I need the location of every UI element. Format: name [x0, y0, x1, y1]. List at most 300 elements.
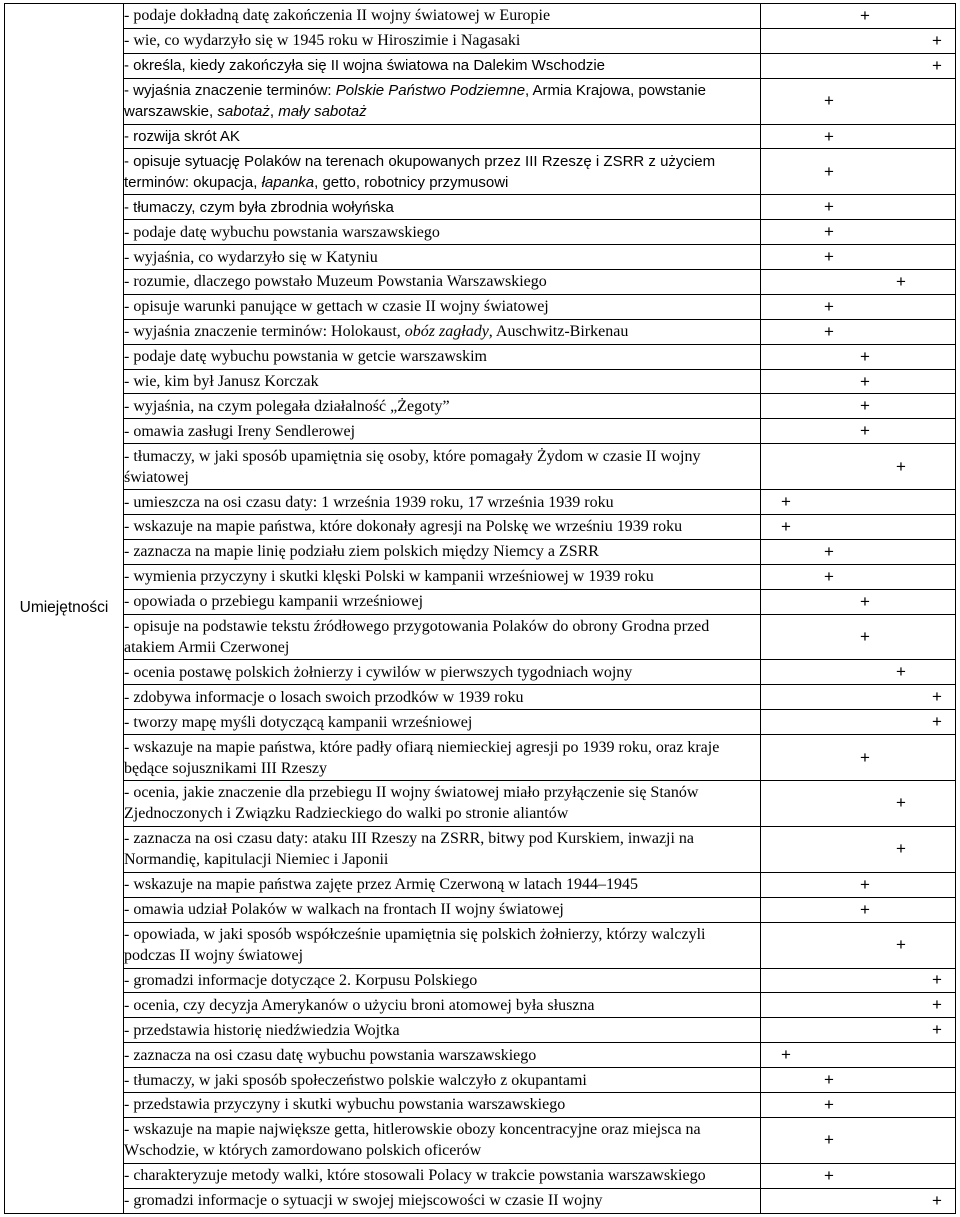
- level-cell-4: [883, 589, 919, 614]
- level-cell-1: [761, 124, 812, 149]
- text-fragment: - przedstawia przyczyny i skutki wybuchu powstania warszawskiego: [124, 1096, 566, 1114]
- requirement-text: [124, 710, 761, 735]
- level-mark: +: [847, 614, 883, 660]
- level-cell-1: [761, 922, 812, 968]
- level-cell-1: [761, 444, 812, 490]
- level-cell-1: [761, 539, 812, 564]
- level-cell-5: [919, 245, 956, 270]
- level-cell-1: [761, 1117, 812, 1163]
- table-row: [5, 394, 956, 419]
- level-cell-3: [847, 1068, 883, 1093]
- table-row: [5, 220, 956, 245]
- level-cell-4: [883, 685, 919, 710]
- table-row: [5, 660, 956, 685]
- level-mark: +: [811, 539, 847, 564]
- requirements-table: [4, 3, 956, 1214]
- level-cell-1: [761, 1163, 812, 1188]
- level-mark: +: [811, 294, 847, 319]
- level-cell-2: [811, 4, 847, 29]
- text-fragment: , getto, robotnicy przymusowi: [314, 173, 509, 191]
- level-cell-3: [847, 294, 883, 319]
- level-cell-5: [919, 515, 956, 540]
- table-row: [5, 539, 956, 564]
- level-cell-4: [883, 735, 919, 781]
- level-cell-1: [761, 735, 812, 781]
- level-cell-3: [847, 922, 883, 968]
- table-row: [5, 149, 956, 195]
- text-fragment: , Auschwitz-Birkenau: [488, 323, 629, 341]
- level-cell-4: [883, 344, 919, 369]
- level-cell-4: [883, 394, 919, 419]
- requirement-text: [124, 872, 761, 897]
- level-cell-4: [883, 53, 919, 78]
- table-row: [5, 369, 956, 394]
- level-cell-5: [919, 444, 956, 490]
- requirement-text: [124, 993, 761, 1018]
- text-fragment: - ocenia postawę polskich żołnierzy i cywilów w pierwszych tygodniach wojny: [124, 663, 633, 681]
- requirement-text: [124, 220, 761, 245]
- level-cell-3: [847, 1188, 883, 1213]
- table-row: [5, 872, 956, 897]
- text-fragment: - podaje datę wybuchu powstania warszawskiego: [124, 223, 440, 241]
- level-cell-5: [919, 220, 956, 245]
- level-cell-5: [919, 589, 956, 614]
- requirement-text: [124, 564, 761, 589]
- requirement-text: [124, 444, 761, 490]
- level-mark: +: [811, 1163, 847, 1188]
- level-cell-4: [883, 1018, 919, 1043]
- level-cell-3: [847, 270, 883, 295]
- level-cell-1: [761, 53, 812, 78]
- text-fragment: - wskazuje na mapie państwa, które dokonały agresji na Polskę we wrześniu 1939 roku: [124, 518, 683, 536]
- level-cell-4: [883, 564, 919, 589]
- level-mark: +: [847, 394, 883, 419]
- level-cell-4: [883, 294, 919, 319]
- level-mark: +: [811, 245, 847, 270]
- level-mark: +: [883, 826, 919, 872]
- requirement-text: [124, 1188, 761, 1213]
- requirement-text: [124, 1018, 761, 1043]
- table-row: [5, 781, 956, 827]
- table-row: [5, 826, 956, 872]
- level-cell-4: [883, 1068, 919, 1093]
- table-row: [5, 922, 956, 968]
- level-cell-2: [811, 922, 847, 968]
- requirement-text: [124, 1092, 761, 1117]
- level-cell-5: [919, 78, 956, 124]
- level-cell-2: [811, 993, 847, 1018]
- requirement-text: [124, 490, 761, 515]
- text-fragment: - opowiada o przebiegu kampanii wrześniowej: [124, 593, 424, 611]
- level-cell-4: [883, 897, 919, 922]
- table-row: [5, 1092, 956, 1117]
- level-cell-4: [883, 993, 919, 1018]
- level-cell-5: [919, 124, 956, 149]
- table-row: [5, 490, 956, 515]
- table-row: [5, 1163, 956, 1188]
- text-fragment: - opisuje sytuację Polaków na terenach okupowanych przez III Rzeszę i ZSRR z użyciem terminów: okupacja,: [124, 152, 716, 191]
- text-fragment: - wyjaśnia, co wydarzyło się w Katyniu: [124, 248, 378, 266]
- level-cell-2: [811, 897, 847, 922]
- level-cell-5: [919, 826, 956, 872]
- level-cell-3: [847, 781, 883, 827]
- text-fragment: - omawia udział Polaków w walkach na frontach II wojny światowej: [124, 901, 564, 919]
- text-fragment: - wyjaśnia znaczenie terminów: Holokaust,: [124, 323, 405, 341]
- requirement-text: [124, 685, 761, 710]
- level-cell-4: [883, 245, 919, 270]
- table-row: [5, 589, 956, 614]
- level-cell-1: [761, 4, 812, 29]
- table-row: [5, 294, 956, 319]
- level-mark: +: [811, 195, 847, 220]
- requirement-text: [124, 319, 761, 344]
- text-fragment: - rozumie, dlaczego powstało Muzeum Powstania Warszawskiego: [124, 273, 547, 291]
- level-mark: +: [883, 922, 919, 968]
- level-cell-4: [883, 124, 919, 149]
- level-cell-1: [761, 589, 812, 614]
- level-cell-4: [883, 4, 919, 29]
- level-mark: +: [847, 369, 883, 394]
- level-mark: +: [811, 220, 847, 245]
- level-cell-4: [883, 195, 919, 220]
- level-mark: +: [883, 270, 919, 295]
- level-cell-1: [761, 660, 812, 685]
- table-row: [5, 4, 956, 29]
- level-cell-5: [919, 1117, 956, 1163]
- level-cell-4: [883, 220, 919, 245]
- level-cell-1: [761, 1092, 812, 1117]
- text-fragment: - opisuje na podstawie tekstu źródłowego przygotowania Polaków do obrony Grodna przed atakiem Armii Czerwonej: [124, 618, 710, 657]
- level-mark: +: [847, 344, 883, 369]
- level-cell-5: [919, 4, 956, 29]
- text-fragment: - tworzy mapę myśli dotyczącą kampanii wrześniowej: [124, 713, 473, 731]
- table-row: [5, 1043, 956, 1068]
- level-mark: +: [847, 419, 883, 444]
- level-cell-4: [883, 369, 919, 394]
- level-cell-5: [919, 294, 956, 319]
- level-cell-3: [847, 53, 883, 78]
- text-fragment: - wyjaśnia znaczenie terminów:: [124, 82, 336, 100]
- level-cell-2: [811, 685, 847, 710]
- level-cell-4: [883, 1188, 919, 1213]
- level-cell-2: [811, 344, 847, 369]
- text-fragment: - podaje dokładną datę zakończenia II wojny światowej w Europie: [124, 7, 551, 25]
- level-cell-5: [919, 195, 956, 220]
- table-row: [5, 564, 956, 589]
- table-row: [5, 270, 956, 295]
- requirement-text: [124, 1163, 761, 1188]
- term-italic: sabotaż: [217, 103, 270, 121]
- level-cell-1: [761, 78, 812, 124]
- text-fragment: - omawia zasługi Ireny Sendlerowej: [124, 422, 356, 440]
- level-cell-5: [919, 149, 956, 195]
- requirement-text: [124, 53, 761, 78]
- text-fragment: - umieszcza na osi czasu daty: 1 września 1939 roku, 17 września 1939 roku: [124, 493, 614, 511]
- level-cell-1: [761, 394, 812, 419]
- level-cell-2: [811, 419, 847, 444]
- text-fragment: - przedstawia historię niedźwiedzia Wojtka: [124, 1021, 400, 1039]
- table-row: [5, 1188, 956, 1213]
- level-cell-3: [847, 195, 883, 220]
- text-fragment: - wskazuje na mapie państwa zajęte przez Armię Czerwoną w latach 1944–1945: [124, 876, 639, 894]
- table-row: [5, 685, 956, 710]
- text-fragment: - charakteryzuje metody walki, które stosowali Polacy w trakcie powstania warszawskiego: [124, 1167, 706, 1185]
- requirement-text: [124, 78, 761, 124]
- text-fragment: - wymienia przyczyny i skutki klęski Polski w kampanii wrześniowej w 1939 roku: [124, 568, 654, 586]
- level-cell-4: [883, 419, 919, 444]
- text-fragment: , Armia Krajowa, powstanie warszawskie,: [124, 82, 706, 121]
- text-fragment: - tłumaczy, w jaki sposób społeczeństwo polskie walczyło z okupantami: [124, 1071, 587, 1089]
- level-cell-5: [919, 922, 956, 968]
- level-mark: +: [919, 53, 956, 78]
- text-fragment: - wskazuje na mapie największe getta, hitlerowskie obozy koncentracyjne oraz miejsca na Wschodzie, w których zamordowano polskich oficerów: [124, 1121, 701, 1160]
- level-cell-4: [883, 710, 919, 735]
- level-cell-3: [847, 319, 883, 344]
- level-cell-5: [919, 781, 956, 827]
- requirement-text: [124, 124, 761, 149]
- level-cell-2: [811, 660, 847, 685]
- table-row: [5, 897, 956, 922]
- level-cell-3: [847, 1163, 883, 1188]
- level-cell-1: [761, 419, 812, 444]
- level-cell-1: [761, 897, 812, 922]
- level-cell-4: [883, 1163, 919, 1188]
- requirement-text: [124, 660, 761, 685]
- level-mark: +: [919, 710, 956, 735]
- level-cell-3: [847, 78, 883, 124]
- level-mark: +: [919, 1018, 956, 1043]
- level-cell-1: [761, 195, 812, 220]
- level-cell-5: [919, 897, 956, 922]
- level-cell-3: [847, 710, 883, 735]
- text-fragment: - gromadzi informacje o sytuacji w swojej miejscowości w czasie II wojny: [124, 1192, 603, 1210]
- level-cell-2: [811, 1018, 847, 1043]
- level-mark: +: [883, 660, 919, 685]
- level-cell-3: [847, 1018, 883, 1043]
- table-row: [5, 515, 956, 540]
- level-mark: +: [811, 1117, 847, 1163]
- level-cell-4: [883, 515, 919, 540]
- level-cell-2: [811, 614, 847, 660]
- level-cell-5: [919, 369, 956, 394]
- text-fragment: - wyjaśnia, na czym polegała działalność „Żegoty”: [124, 397, 450, 415]
- level-cell-1: [761, 614, 812, 660]
- level-cell-3: [847, 1117, 883, 1163]
- level-cell-3: [847, 515, 883, 540]
- requirement-text: [124, 589, 761, 614]
- level-cell-5: [919, 490, 956, 515]
- level-cell-3: [847, 564, 883, 589]
- level-cell-1: [761, 1068, 812, 1093]
- text-fragment: - zaznacza na osi czasu datę wybuchu powstania warszawskiego: [124, 1046, 537, 1064]
- level-cell-3: [847, 490, 883, 515]
- level-mark: +: [847, 4, 883, 29]
- level-cell-2: [811, 515, 847, 540]
- table-row: [5, 1018, 956, 1043]
- requirement-text: [124, 614, 761, 660]
- text-fragment: - zaznacza na mapie linię podziału ziem polskich między Niemcy a ZSRR: [124, 543, 599, 561]
- level-cell-2: [811, 369, 847, 394]
- level-cell-1: [761, 781, 812, 827]
- level-cell-2: [811, 826, 847, 872]
- level-mark: +: [919, 685, 956, 710]
- level-cell-5: [919, 270, 956, 295]
- text-fragment: - tłumaczy, w jaki sposób upamiętnia się osoby, które pomagały Żydom w czasie II wojny światowej: [124, 447, 701, 486]
- level-cell-5: [919, 660, 956, 685]
- level-mark: +: [811, 319, 847, 344]
- level-cell-1: [761, 319, 812, 344]
- level-cell-2: [811, 270, 847, 295]
- requirement-text: [124, 735, 761, 781]
- level-mark: +: [811, 124, 847, 149]
- term-italic: Polskie Państwo Podziemne: [335, 82, 526, 100]
- text-fragment: - ocenia, czy decyzja Amerykanów o użyciu broni atomowej była słuszna: [124, 996, 595, 1014]
- text-fragment: ,: [269, 103, 279, 121]
- requirement-text: [124, 1068, 761, 1093]
- level-cell-3: [847, 968, 883, 993]
- requirement-text: [124, 781, 761, 827]
- level-cell-1: [761, 369, 812, 394]
- level-cell-2: [811, 968, 847, 993]
- requirement-text: [124, 394, 761, 419]
- level-cell-4: [883, 28, 919, 53]
- level-cell-2: [811, 781, 847, 827]
- level-mark: +: [883, 444, 919, 490]
- level-cell-2: [811, 53, 847, 78]
- level-cell-5: [919, 1068, 956, 1093]
- level-cell-4: [883, 149, 919, 195]
- text-fragment: - opowiada, w jaki sposób współcześnie upamiętnia się polskich żołnierzy, którzy walczyli podczas II wojny światowej: [124, 926, 706, 965]
- level-cell-4: [883, 1117, 919, 1163]
- level-cell-1: [761, 1188, 812, 1213]
- level-cell-1: [761, 968, 812, 993]
- level-mark: +: [761, 515, 812, 540]
- text-fragment: - ocenia, jakie znaczenie dla przebiegu II wojny światowej miało przyłączenie się Stanów Zjednoczonych i Związku Radzieckiego do walki po stronie aliantów: [124, 784, 699, 823]
- term-italic: mały sabotaż: [278, 103, 367, 121]
- level-cell-1: [761, 149, 812, 195]
- level-mark: +: [847, 735, 883, 781]
- table-row: [5, 1117, 956, 1163]
- level-mark: +: [761, 490, 812, 515]
- level-cell-2: [811, 394, 847, 419]
- level-mark: +: [847, 589, 883, 614]
- level-mark: +: [919, 1188, 956, 1213]
- table-row: [5, 28, 956, 53]
- term-italic: obóz zagłady: [404, 323, 489, 341]
- level-cell-3: [847, 124, 883, 149]
- requirement-text: [124, 149, 761, 195]
- text-fragment: - zaznacza na osi czasu daty: ataku III Rzeszy na ZSRR, bitwy pod Kurskiem, inwazji na Normandię, kapitulacji Niemiec i Japonii: [124, 830, 695, 869]
- text-fragment: - opisuje warunki panujące w gettach w czasie II wojny światowej: [124, 298, 549, 316]
- level-cell-4: [883, 78, 919, 124]
- table-row: [5, 968, 956, 993]
- level-cell-2: [811, 28, 847, 53]
- level-cell-1: [761, 28, 812, 53]
- table-row: [5, 245, 956, 270]
- level-cell-3: [847, 685, 883, 710]
- level-mark: +: [919, 993, 956, 1018]
- level-mark: +: [811, 149, 847, 195]
- level-cell-1: [761, 993, 812, 1018]
- text-fragment: - tłumaczy, czym była zbrodnia wołyńska: [124, 198, 394, 216]
- level-mark: +: [811, 78, 847, 124]
- table-row: [5, 53, 956, 78]
- level-cell-1: [761, 245, 812, 270]
- level-cell-5: [919, 344, 956, 369]
- requirements-table-body: [5, 4, 956, 1214]
- category-cell: Umiejętności: [5, 4, 124, 1214]
- requirement-text: [124, 369, 761, 394]
- level-cell-1: [761, 685, 812, 710]
- level-cell-5: [919, 614, 956, 660]
- level-cell-1: [761, 220, 812, 245]
- level-cell-5: [919, 735, 956, 781]
- level-cell-5: [919, 564, 956, 589]
- requirement-text: [124, 195, 761, 220]
- table-row: [5, 1068, 956, 1093]
- level-cell-2: [811, 589, 847, 614]
- level-cell-3: [847, 1092, 883, 1117]
- requirement-text: [124, 897, 761, 922]
- level-mark: +: [919, 968, 956, 993]
- level-cell-5: [919, 1092, 956, 1117]
- level-cell-3: [847, 660, 883, 685]
- level-cell-1: [761, 564, 812, 589]
- level-cell-3: [847, 993, 883, 1018]
- table-row: [5, 444, 956, 490]
- requirement-text: [124, 539, 761, 564]
- level-cell-1: [761, 1018, 812, 1043]
- level-cell-1: [761, 826, 812, 872]
- table-row: [5, 419, 956, 444]
- level-cell-3: [847, 245, 883, 270]
- requirement-text: [124, 344, 761, 369]
- level-mark: +: [919, 28, 956, 53]
- table-row: [5, 710, 956, 735]
- level-cell-5: [919, 319, 956, 344]
- level-cell-5: [919, 1043, 956, 1068]
- text-fragment: - zdobywa informacje o losach swoich przodków w 1939 roku: [124, 688, 524, 706]
- table-row: [5, 993, 956, 1018]
- level-cell-5: [919, 1163, 956, 1188]
- level-cell-2: [811, 444, 847, 490]
- requirement-text: [124, 245, 761, 270]
- requirement-text: [124, 968, 761, 993]
- requirement-text: [124, 4, 761, 29]
- text-fragment: - wskazuje na mapie państwa, które padły ofiarą niemieckiej agresji po 1939 roku, oraz kraje będące sojusznikami III Rzeszy: [124, 738, 720, 777]
- level-mark: +: [811, 1068, 847, 1093]
- table-row: [5, 124, 956, 149]
- text-fragment: - rozwija skrót AK: [124, 128, 240, 145]
- term-italic: łapanka: [261, 173, 315, 191]
- requirement-text: [124, 1117, 761, 1163]
- level-cell-3: [847, 826, 883, 872]
- level-cell-4: [883, 1043, 919, 1068]
- text-fragment: - wie, kim był Janusz Korczak: [124, 373, 319, 391]
- level-cell-2: [811, 1188, 847, 1213]
- level-cell-5: [919, 872, 956, 897]
- level-mark: +: [847, 872, 883, 897]
- level-mark: +: [847, 897, 883, 922]
- level-cell-3: [847, 220, 883, 245]
- level-mark: +: [883, 781, 919, 827]
- level-cell-4: [883, 614, 919, 660]
- requirement-text: [124, 270, 761, 295]
- level-cell-4: [883, 490, 919, 515]
- text-fragment: - wie, co wydarzyło się w 1945 roku w Hiroszimie i Nagasaki: [124, 32, 521, 50]
- requirement-text: [124, 826, 761, 872]
- level-mark: +: [811, 564, 847, 589]
